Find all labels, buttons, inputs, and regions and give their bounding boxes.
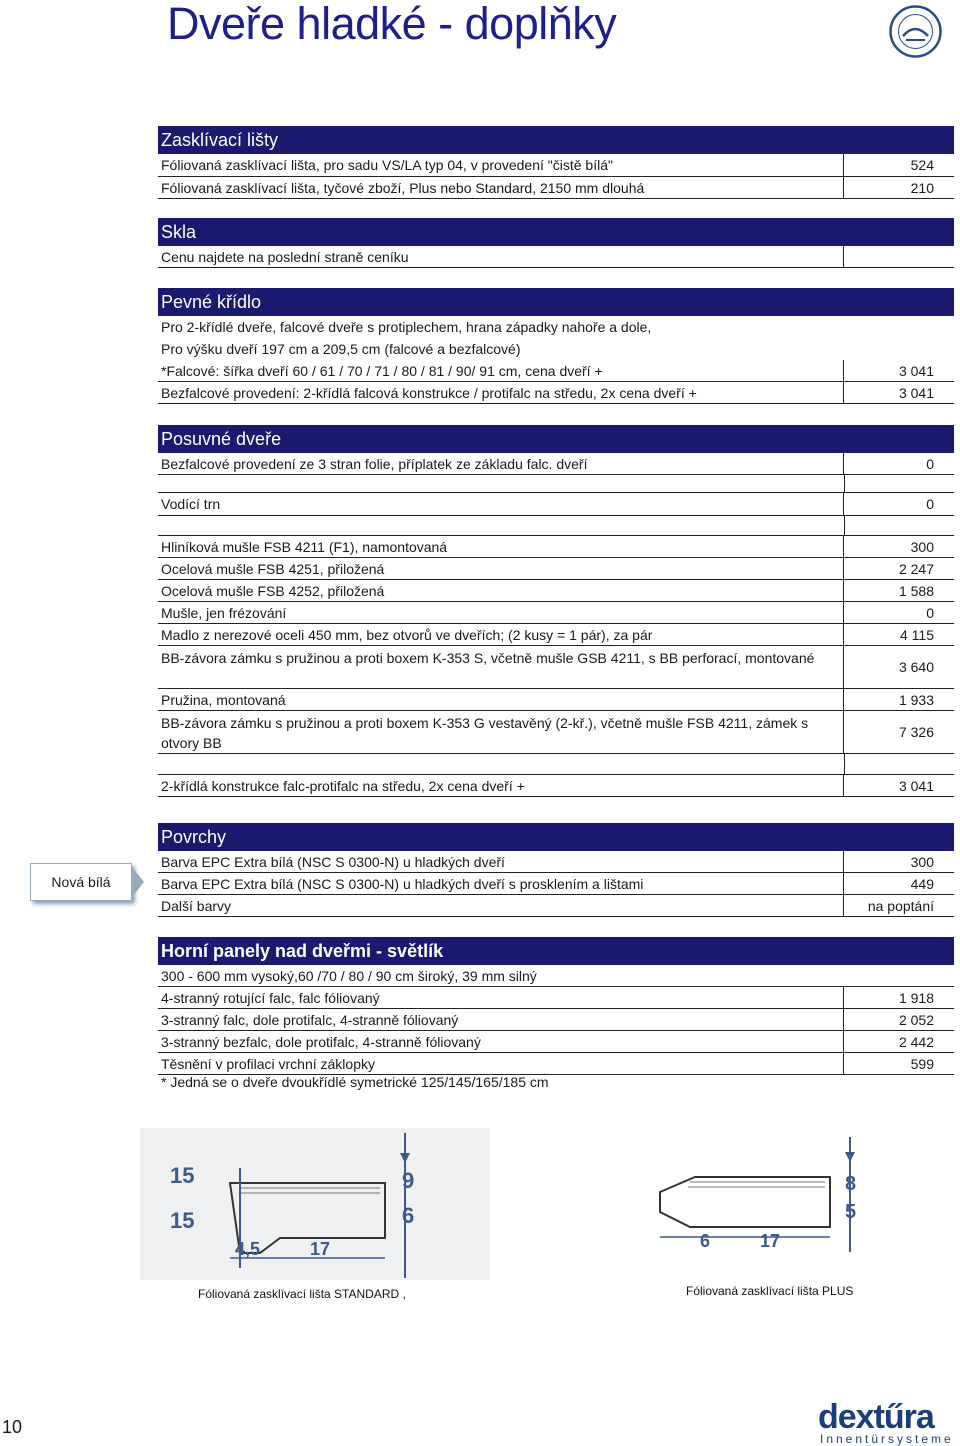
dim-label: 9: [402, 1168, 415, 1193]
table-row: [158, 154, 954, 177]
row-description: 4-stranný rotující falc, falc fóliovaný: [158, 987, 844, 1008]
row-description: BB-závora zámku s pružinou a proti boxem K-353 G vestavěný (2-kř.), včetně mušle FSB 4211, zámek s otvory BB: [158, 711, 844, 753]
table-row: [158, 360, 954, 382]
dim-label: 17: [760, 1231, 781, 1251]
page-title: Dveře hladké - doplňky: [167, 0, 617, 49]
row-description: 3-stranný bezfalc, dole protifalc, 4-stranně fóliovaný: [158, 1031, 844, 1052]
spacer-row: [158, 754, 954, 775]
new-white-badge: Nová bílá: [30, 863, 132, 901]
dim-label: 15: [170, 1208, 195, 1233]
row-description: Fóliovaná zasklívací lišta, pro sadu VS/LA typ 04, v provedení "čistě bílá": [158, 154, 844, 176]
section-heading: Zasklívací lišty: [158, 126, 954, 154]
row-description: Bezfalcové provedení ze 3 stran folie, příplatek ze základu falc. dveří: [158, 453, 844, 474]
table-row: [158, 558, 954, 580]
row-price: 449: [910, 876, 934, 892]
standard-profile-drawing: [140, 1128, 490, 1280]
row-description: Pro výšku dveří 197 cm a 209,5 cm (falcové a bezfalcové): [161, 341, 521, 357]
row-description: Madlo z nerezové oceli 450 mm, bez otvorů ve dveřích; (2 kusy = 1 pár), za pár: [158, 624, 844, 645]
row-description: Pružina, montovaná: [158, 689, 844, 710]
row-description: Vodící trn: [158, 493, 844, 515]
table-row: [158, 1009, 954, 1031]
table-row: [158, 246, 954, 268]
drawing-caption: Fóliovaná zasklívací lišta STANDARD ,: [198, 1287, 406, 1301]
row-price: 524: [910, 157, 934, 173]
table-row: [158, 580, 954, 602]
table-row: [158, 987, 954, 1009]
row-price: 3 640: [898, 659, 934, 675]
row-price: 0: [926, 496, 934, 512]
row-description: BB-závora zámku s pružinou a proti boxem K-353 S, včetně mušle GSB 4211, s BB perforací, montované: [158, 646, 844, 688]
table-row: [158, 689, 954, 711]
row-description: Ocelová mušle FSB 4252, přiložená: [158, 580, 844, 601]
table-row: [158, 646, 954, 689]
table-row: [158, 177, 954, 199]
row-price: 7 326: [898, 724, 934, 740]
table-row: [158, 895, 954, 917]
section-skla: [158, 218, 954, 268]
section-heading: Pevné křídlo: [158, 288, 954, 316]
row-description: Další barvy: [158, 895, 844, 916]
row-price: 2 442: [898, 1034, 934, 1050]
standard-profile-svg: [140, 1128, 490, 1280]
spacer-row: [158, 475, 954, 493]
dim-label: 8: [845, 1173, 857, 1195]
section-zasklivaci: [158, 126, 954, 199]
table-row: [158, 624, 954, 646]
table-row: [158, 493, 954, 516]
section-pevne-kridlo: [158, 288, 954, 404]
dim-label: 5: [845, 1201, 857, 1223]
row-price: 3 041: [898, 363, 934, 379]
row-description: Mušle, jen frézování: [158, 602, 844, 623]
row-description: 3-stranný falc, dole protifalc, 4-stranně fóliovaný: [158, 1009, 844, 1030]
table-row: [158, 316, 954, 338]
row-price: 210: [910, 180, 934, 196]
row-description: Cenu najdete na poslední straně ceníku: [158, 246, 844, 267]
section-heading: Povrchy: [158, 823, 954, 851]
row-price: [844, 965, 954, 986]
row-price: [844, 246, 954, 267]
row-price: na poptání: [867, 898, 934, 914]
row-price: 0: [926, 605, 934, 621]
table-row: [158, 338, 954, 360]
row-price: 3 041: [898, 778, 934, 794]
section-heading: Posuvné dveře: [158, 425, 954, 453]
section-posuvne-dvere: [158, 425, 954, 797]
footnote: * Jedná se o dveře dvoukřídlé symetrické 125/145/165/185 cm: [161, 1074, 549, 1090]
table-row: [158, 775, 954, 797]
row-description: Hliníková mušle FSB 4211 (F1), namontovaná: [158, 536, 844, 557]
table-row: [158, 382, 954, 404]
table-row: [158, 851, 954, 873]
dim-label: 15: [170, 1163, 195, 1188]
table-row: [158, 873, 954, 895]
row-price: 1 588: [898, 583, 934, 599]
spacer-row: [158, 516, 954, 536]
dim-label: 4,5: [235, 1239, 261, 1259]
row-description: Ocelová mušle FSB 4251, přiložená: [158, 558, 844, 579]
section-povrchy: [158, 823, 954, 917]
dim-label: 6: [402, 1203, 415, 1228]
table-row: [158, 602, 954, 624]
row-description: 300 - 600 mm vysoký,60 /70 / 80 / 90 cm široký, 39 mm silný: [161, 968, 537, 984]
row-price: 300: [910, 539, 934, 555]
section-heading: Skla: [158, 218, 954, 246]
row-price: 2 052: [898, 1012, 934, 1028]
dim-label: 6: [700, 1231, 711, 1251]
row-description: Barva EPC Extra bílá (NSC S 0300-N) u hladkých dveří: [158, 851, 844, 872]
row-price: 2 247: [898, 561, 934, 577]
row-price: 1 918: [898, 990, 934, 1006]
table-row: [158, 1031, 954, 1053]
table-row: [158, 711, 954, 754]
row-price: 599: [910, 1056, 934, 1072]
drawing-caption: Fóliovaná zasklívací lišta PLUS: [686, 1284, 854, 1298]
row-description: Fóliovaná zasklívací lišta, tyčové zboží, Plus nebo Standard, 2150 mm dlouhá: [158, 177, 844, 198]
section-heading: Horní panely nad dveřmi - světlík: [158, 937, 954, 965]
table-row: [158, 965, 954, 987]
quality-seal-icon: [888, 4, 943, 59]
row-price: 4 115: [900, 627, 934, 643]
table-row: [158, 536, 954, 558]
row-description: Pro 2-křídlé dveře, falcové dveře s protiplechem, hrana západky nahoře a dole,: [161, 319, 652, 335]
plus-profile-svg: [640, 1132, 872, 1260]
row-price: 0: [926, 456, 934, 472]
row-price: 300: [910, 854, 934, 870]
page-number: 10: [2, 1417, 23, 1437]
logo-subtitle: Innentürsysteme: [820, 1432, 954, 1446]
row-description: 2-křídlá konstrukce falc-protifalc na středu, 2x cena dveří +: [158, 775, 844, 796]
section-horni-panely: [158, 937, 954, 1075]
row-description: *Falcové: šířka dveří 60 / 61 / 70 / 71 / 80 / 81 / 90/ 91 cm, cena dveří +: [158, 360, 844, 381]
table-row: [158, 1053, 954, 1075]
row-price: 1 933: [898, 692, 934, 708]
row-price: 3 041: [898, 385, 934, 401]
plus-profile-drawing: [640, 1132, 872, 1260]
row-description: Bezfalcové provedení: 2-křídlá falcová konstrukce / protifalc na středu, 2x cena dveří +: [158, 382, 844, 403]
table-row: [158, 453, 954, 475]
row-description: Barva EPC Extra bílá (NSC S 0300-N) u hladkých dveří s prosklením a lištami: [158, 873, 844, 894]
dextura-logo: dextűra: [818, 1398, 934, 1436]
dim-label: 17: [310, 1239, 331, 1259]
row-description: Těsnění v profilaci vrchní záklopky: [158, 1053, 844, 1074]
